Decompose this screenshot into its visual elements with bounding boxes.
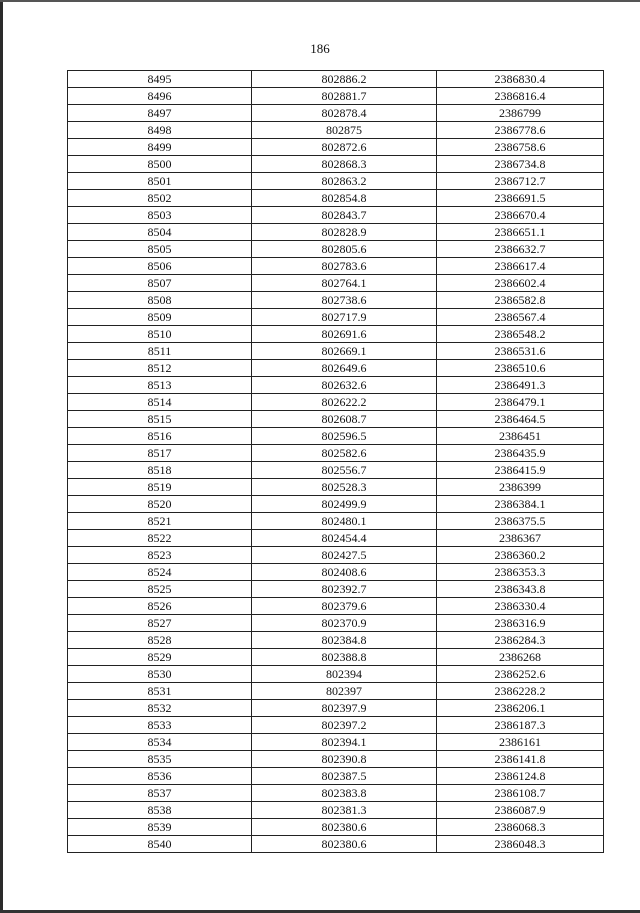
x-coordinate-cell: 802738.6 <box>252 292 437 309</box>
x-coordinate-cell: 802397 <box>252 683 437 700</box>
table-row <box>68 360 604 377</box>
table-row <box>68 598 604 615</box>
y-coordinate-cell: 2386087.9 <box>437 802 604 819</box>
table-row <box>68 394 604 411</box>
x-coordinate-cell: 802872.6 <box>252 139 437 156</box>
x-coordinate-cell: 802632.6 <box>252 377 437 394</box>
x-coordinate-cell: 802384.8 <box>252 632 437 649</box>
y-coordinate-cell: 2386830.4 <box>437 71 604 88</box>
point-number-cell: 8512 <box>68 360 252 377</box>
table-row <box>68 88 604 105</box>
table-row <box>68 207 604 224</box>
table-row <box>68 173 604 190</box>
y-coordinate-cell: 2386268 <box>437 649 604 666</box>
x-coordinate-cell: 802427.5 <box>252 547 437 564</box>
point-number-cell: 8515 <box>68 411 252 428</box>
y-coordinate-cell: 2386479.1 <box>437 394 604 411</box>
table-row <box>68 241 604 258</box>
table-row <box>68 836 604 853</box>
point-number-cell: 8504 <box>68 224 252 241</box>
x-coordinate-cell: 802480.1 <box>252 513 437 530</box>
point-number-cell: 8531 <box>68 683 252 700</box>
x-coordinate-cell: 802608.7 <box>252 411 437 428</box>
table-row <box>68 615 604 632</box>
table-row <box>68 530 604 547</box>
point-number-cell: 8523 <box>68 547 252 564</box>
point-number-cell: 8534 <box>68 734 252 751</box>
point-number-cell: 8496 <box>68 88 252 105</box>
table-row <box>68 768 604 785</box>
table-row <box>68 564 604 581</box>
table-row <box>68 717 604 734</box>
point-number-cell: 8529 <box>68 649 252 666</box>
page-edge-top <box>0 0 640 2</box>
x-coordinate-cell: 802388.8 <box>252 649 437 666</box>
table-row <box>68 785 604 802</box>
table-row <box>68 666 604 683</box>
x-coordinate-cell: 802370.9 <box>252 615 437 632</box>
x-coordinate-cell: 802843.7 <box>252 207 437 224</box>
table-row <box>68 683 604 700</box>
x-coordinate-cell: 802397.9 <box>252 700 437 717</box>
x-coordinate-cell: 802499.9 <box>252 496 437 513</box>
y-coordinate-cell: 2386548.2 <box>437 326 604 343</box>
table-row <box>68 700 604 717</box>
y-coordinate-cell: 2386491.3 <box>437 377 604 394</box>
y-coordinate-cell: 2386531.6 <box>437 343 604 360</box>
y-coordinate-cell: 2386567.4 <box>437 309 604 326</box>
y-coordinate-cell: 2386712.7 <box>437 173 604 190</box>
x-coordinate-cell: 802717.9 <box>252 309 437 326</box>
page-edge-left <box>0 0 3 913</box>
y-coordinate-cell: 2386252.6 <box>437 666 604 683</box>
y-coordinate-cell: 2386816.4 <box>437 88 604 105</box>
table-row <box>68 428 604 445</box>
point-number-cell: 8525 <box>68 581 252 598</box>
point-number-cell: 8518 <box>68 462 252 479</box>
y-coordinate-cell: 2386228.2 <box>437 683 604 700</box>
point-number-cell: 8522 <box>68 530 252 547</box>
coordinates-table <box>67 70 604 853</box>
point-number-cell: 8530 <box>68 666 252 683</box>
table-row <box>68 734 604 751</box>
table-row <box>68 275 604 292</box>
x-coordinate-cell: 802387.5 <box>252 768 437 785</box>
y-coordinate-cell: 2386141.8 <box>437 751 604 768</box>
point-number-cell: 8532 <box>68 700 252 717</box>
x-coordinate-cell: 802392.7 <box>252 581 437 598</box>
table-row <box>68 156 604 173</box>
table-row <box>68 819 604 836</box>
point-number-cell: 8539 <box>68 819 252 836</box>
table-row <box>68 139 604 156</box>
y-coordinate-cell: 2386582.8 <box>437 292 604 309</box>
point-number-cell: 8536 <box>68 768 252 785</box>
table-row <box>68 343 604 360</box>
y-coordinate-cell: 2386384.1 <box>437 496 604 513</box>
point-number-cell: 8513 <box>68 377 252 394</box>
y-coordinate-cell: 2386048.3 <box>437 836 604 853</box>
table-row <box>68 479 604 496</box>
x-coordinate-cell: 802394 <box>252 666 437 683</box>
table-row <box>68 581 604 598</box>
x-coordinate-cell: 802379.6 <box>252 598 437 615</box>
y-coordinate-cell: 2386758.6 <box>437 139 604 156</box>
y-coordinate-cell: 2386435.9 <box>437 445 604 462</box>
x-coordinate-cell: 802596.5 <box>252 428 437 445</box>
y-coordinate-cell: 2386375.5 <box>437 513 604 530</box>
x-coordinate-cell: 802380.6 <box>252 819 437 836</box>
y-coordinate-cell: 2386284.3 <box>437 632 604 649</box>
table-row <box>68 513 604 530</box>
x-coordinate-cell: 802649.6 <box>252 360 437 377</box>
point-number-cell: 8521 <box>68 513 252 530</box>
point-number-cell: 8510 <box>68 326 252 343</box>
table-row <box>68 632 604 649</box>
y-coordinate-cell: 2386415.9 <box>437 462 604 479</box>
x-coordinate-cell: 802691.6 <box>252 326 437 343</box>
y-coordinate-cell: 2386360.2 <box>437 547 604 564</box>
point-number-cell: 8500 <box>68 156 252 173</box>
y-coordinate-cell: 2386330.4 <box>437 598 604 615</box>
x-coordinate-cell: 802828.9 <box>252 224 437 241</box>
page-number: 186 <box>310 41 330 56</box>
y-coordinate-cell: 2386124.8 <box>437 768 604 785</box>
x-coordinate-cell: 802556.7 <box>252 462 437 479</box>
x-coordinate-cell: 802875 <box>252 122 437 139</box>
point-number-cell: 8511 <box>68 343 252 360</box>
point-number-cell: 8537 <box>68 785 252 802</box>
point-number-cell: 8501 <box>68 173 252 190</box>
x-coordinate-cell: 802805.6 <box>252 241 437 258</box>
y-coordinate-cell: 2386670.4 <box>437 207 604 224</box>
x-coordinate-cell: 802868.3 <box>252 156 437 173</box>
x-coordinate-cell: 802783.6 <box>252 258 437 275</box>
y-coordinate-cell: 2386734.8 <box>437 156 604 173</box>
x-coordinate-cell: 802881.7 <box>252 88 437 105</box>
x-coordinate-cell: 802863.2 <box>252 173 437 190</box>
point-number-cell: 8498 <box>68 122 252 139</box>
x-coordinate-cell: 802622.2 <box>252 394 437 411</box>
x-coordinate-cell: 802886.2 <box>252 71 437 88</box>
y-coordinate-cell: 2386778.6 <box>437 122 604 139</box>
y-coordinate-cell: 2386464.5 <box>437 411 604 428</box>
table-row <box>68 462 604 479</box>
table-row <box>68 377 604 394</box>
point-number-cell: 8508 <box>68 292 252 309</box>
x-coordinate-cell: 802390.8 <box>252 751 437 768</box>
table-row <box>68 224 604 241</box>
point-number-cell: 8524 <box>68 564 252 581</box>
table-row <box>68 411 604 428</box>
x-coordinate-cell: 802380.6 <box>252 836 437 853</box>
y-coordinate-cell: 2386108.7 <box>437 785 604 802</box>
y-coordinate-cell: 2386451 <box>437 428 604 445</box>
point-number-cell: 8495 <box>68 71 252 88</box>
x-coordinate-cell: 802383.8 <box>252 785 437 802</box>
y-coordinate-cell: 2386651.1 <box>437 224 604 241</box>
x-coordinate-cell: 802528.3 <box>252 479 437 496</box>
table-row <box>68 122 604 139</box>
point-number-cell: 8517 <box>68 445 252 462</box>
table-row <box>68 649 604 666</box>
x-coordinate-cell: 802878.4 <box>252 105 437 122</box>
y-coordinate-cell: 2386316.9 <box>437 615 604 632</box>
point-number-cell: 8526 <box>68 598 252 615</box>
x-coordinate-cell: 802397.2 <box>252 717 437 734</box>
y-coordinate-cell: 2386206.1 <box>437 700 604 717</box>
point-number-cell: 8527 <box>68 615 252 632</box>
table-row <box>68 445 604 462</box>
y-coordinate-cell: 2386343.8 <box>437 581 604 598</box>
point-number-cell: 8516 <box>68 428 252 445</box>
y-coordinate-cell: 2386068.3 <box>437 819 604 836</box>
table-row <box>68 292 604 309</box>
y-coordinate-cell: 2386691.5 <box>437 190 604 207</box>
table-row <box>68 258 604 275</box>
point-number-cell: 8497 <box>68 105 252 122</box>
point-number-cell: 8535 <box>68 751 252 768</box>
point-number-cell: 8507 <box>68 275 252 292</box>
coordinates-table-body <box>68 71 604 853</box>
y-coordinate-cell: 2386353.3 <box>437 564 604 581</box>
table-row <box>68 190 604 207</box>
x-coordinate-cell: 802381.3 <box>252 802 437 819</box>
y-coordinate-cell: 2386617.4 <box>437 258 604 275</box>
x-coordinate-cell: 802454.4 <box>252 530 437 547</box>
point-number-cell: 8514 <box>68 394 252 411</box>
table-row <box>68 326 604 343</box>
x-coordinate-cell: 802408.6 <box>252 564 437 581</box>
point-number-cell: 8519 <box>68 479 252 496</box>
point-number-cell: 8502 <box>68 190 252 207</box>
point-number-cell: 8509 <box>68 309 252 326</box>
table-row <box>68 71 604 88</box>
y-coordinate-cell: 2386161 <box>437 734 604 751</box>
y-coordinate-cell: 2386632.7 <box>437 241 604 258</box>
x-coordinate-cell: 802854.8 <box>252 190 437 207</box>
table-row <box>68 309 604 326</box>
x-coordinate-cell: 802669.1 <box>252 343 437 360</box>
table-row <box>68 496 604 513</box>
point-number-cell: 8499 <box>68 139 252 156</box>
x-coordinate-cell: 802394.1 <box>252 734 437 751</box>
x-coordinate-cell: 802582.6 <box>252 445 437 462</box>
point-number-cell: 8506 <box>68 258 252 275</box>
y-coordinate-cell: 2386799 <box>437 105 604 122</box>
table-row <box>68 751 604 768</box>
point-number-cell: 8505 <box>68 241 252 258</box>
y-coordinate-cell: 2386510.6 <box>437 360 604 377</box>
table-row <box>68 547 604 564</box>
point-number-cell: 8528 <box>68 632 252 649</box>
y-coordinate-cell: 2386367 <box>437 530 604 547</box>
table-row <box>68 802 604 819</box>
y-coordinate-cell: 2386187.3 <box>437 717 604 734</box>
x-coordinate-cell: 802764.1 <box>252 275 437 292</box>
point-number-cell: 8540 <box>68 836 252 853</box>
table-row <box>68 105 604 122</box>
y-coordinate-cell: 2386602.4 <box>437 275 604 292</box>
point-number-cell: 8533 <box>68 717 252 734</box>
point-number-cell: 8503 <box>68 207 252 224</box>
y-coordinate-cell: 2386399 <box>437 479 604 496</box>
point-number-cell: 8538 <box>68 802 252 819</box>
point-number-cell: 8520 <box>68 496 252 513</box>
